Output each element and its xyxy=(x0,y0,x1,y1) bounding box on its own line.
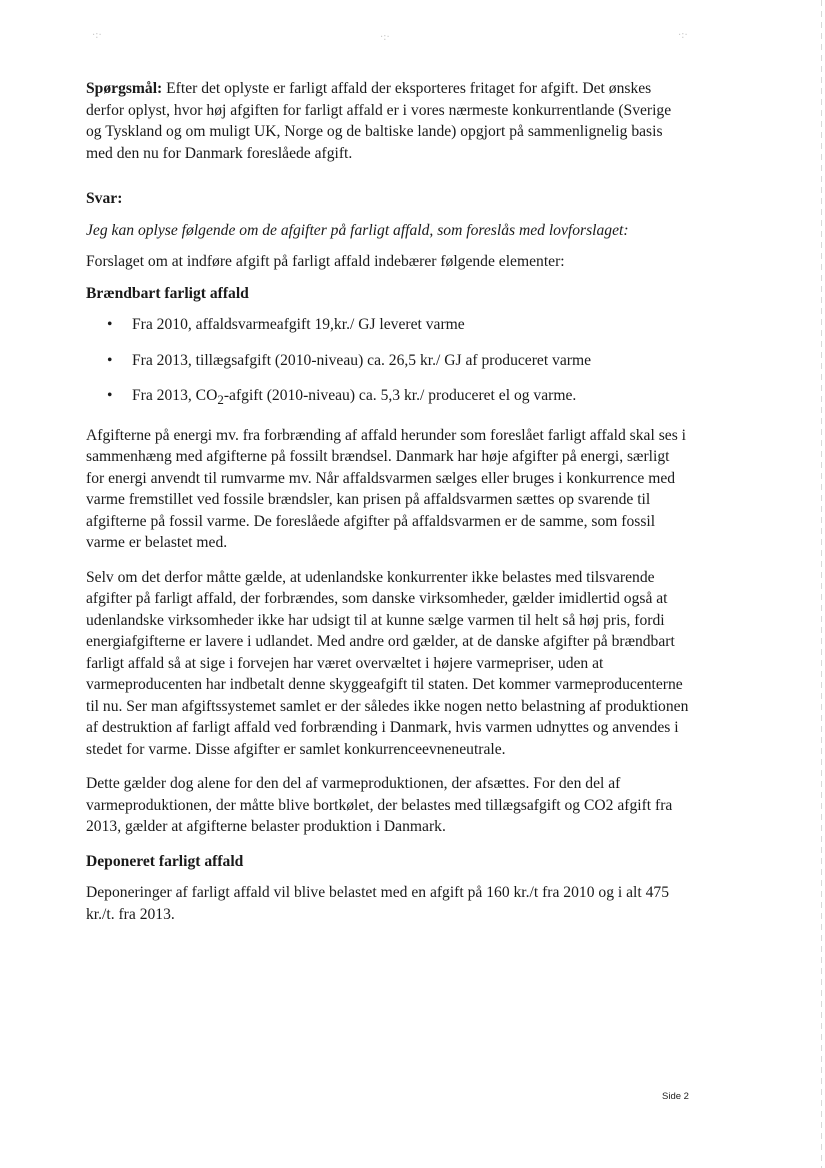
body-paragraph-3: Dette gælder dog alene for den del af varmeproduktionen, der afsættes. For den del af varmeproduktionen, der måtte blive bortkølet, der belastes med tillægsafgift og CO2 afgift fra 2013, gælder at afgifterne belaster produktion i Danmark. xyxy=(86,775,673,836)
body-paragraph-1: Afgifterne på energi mv. fra forbrænding af affald herunder som foreslået farligt affald skal ses i sammenhæng med afgifterne på fossilt brændsel. Danmark har høje afgifter på energi, særligt for energi anvendt til rumvarme mv. Når affaldsvarmen sælges eller bruges i konkurrence med varme fremstillet ved fossile brændsler, kan prisen på affaldsvarmen sættes op svarende til afgifterne på fossil varme. De foreslåede afgifter på affaldsvarmen er de samme, som fossil varme er belastet med. xyxy=(86,426,686,552)
bullet-item xyxy=(86,314,690,336)
deposited-paragraph: Deponeringer af farligt affald vil blive belastet med en afgift på 160 kr./t fra 2010 og i alt 475 kr./t. fra 2013. xyxy=(86,884,669,923)
answer-heading: Svar: xyxy=(86,190,123,207)
bullet-item xyxy=(86,350,690,372)
scan-artifact: ·:· xyxy=(92,30,102,41)
burnable-bullet-list xyxy=(86,314,690,411)
bullet-text: Fra 2013, tillægsafgift (2010-niveau) ca. 26,5 kr./ GJ af produceret varme xyxy=(132,351,592,369)
question-label: Spørgsmål: xyxy=(86,80,163,97)
bullet-text-post: -afgift (2010-niveau) ca. 5,3 kr./ produceret el og varme. xyxy=(223,387,577,404)
scan-artifact: ·:· xyxy=(678,30,688,41)
section-heading-deposited: Deponeret farligt affald xyxy=(86,852,244,870)
bullet-icon: • xyxy=(107,351,113,369)
bullet-text-pre: Fra 2013, CO xyxy=(132,387,218,404)
answer-intro: Forslaget om at indføre afgift på farligt affald indebærer følgende elementer: xyxy=(86,253,565,270)
scan-edge xyxy=(821,0,822,1168)
scan-artifact: ·:· xyxy=(380,32,390,43)
bullet-icon: • xyxy=(107,316,113,333)
question-paragraph xyxy=(86,78,690,164)
section-heading-burnable: Brændbart farligt affald xyxy=(86,284,249,302)
answer-intro-italic: Jeg kan oplyse følgende om de afgifter på farligt affald, som foreslås med lovforslaget: xyxy=(86,221,629,239)
bullet-item xyxy=(86,385,690,411)
question-text: Efter det oplyste er farligt affald der eksporteres fritaget for afgift. Det ønskes derfor oplyst, hvor høj afgiften for farligt affald er i vores nærmeste konkurrentlande (Sverige og Tyskland og om muligt UK, Norge og de baltiske lande) opgjort på sammenlignelig basis med den nu for Danmark foreslåede afgift. xyxy=(86,80,672,162)
bullet-icon: • xyxy=(107,387,113,404)
bullet-text: Fra 2010, affaldsvarmeafgift 19,kr./ GJ leveret varme xyxy=(132,316,465,333)
page-number: Side 2 xyxy=(662,1091,689,1102)
bullet-text-sub: 2 xyxy=(217,392,224,408)
body-paragraph-2: Selv om det derfor måtte gælde, at udenlandske konkurrenter ikke belastes med tilsvarende afgifter på farligt affald, der forbrændes, som danske virksomheder, gælder imidlertid også at udenlandske virksomheder ikke har udsigt til at kunne sælge varmen til helt så høj pris, fordi energiafgifterne er lavere i udlandet. Med andre ord gælder, at de danske afgifter på brændbart farligt affald så at sige i forvejen har været overvæltet i højere varmepriser, uden at varmeproducenten har indbetalt denne skyggeafgift til staten. Det kommer varmeproducenterne til nu. Ser man afgiftssystemet samlet er der således ikke nogen netto belastning af produktionen af destruktion af farligt affald ved forbrænding i Danmark, hvis varmen udnyttes og anvendes i stedet for varme. Disse afgifter er samlet konkurrenceevneneutrale. xyxy=(86,568,689,758)
document-body xyxy=(86,78,690,938)
